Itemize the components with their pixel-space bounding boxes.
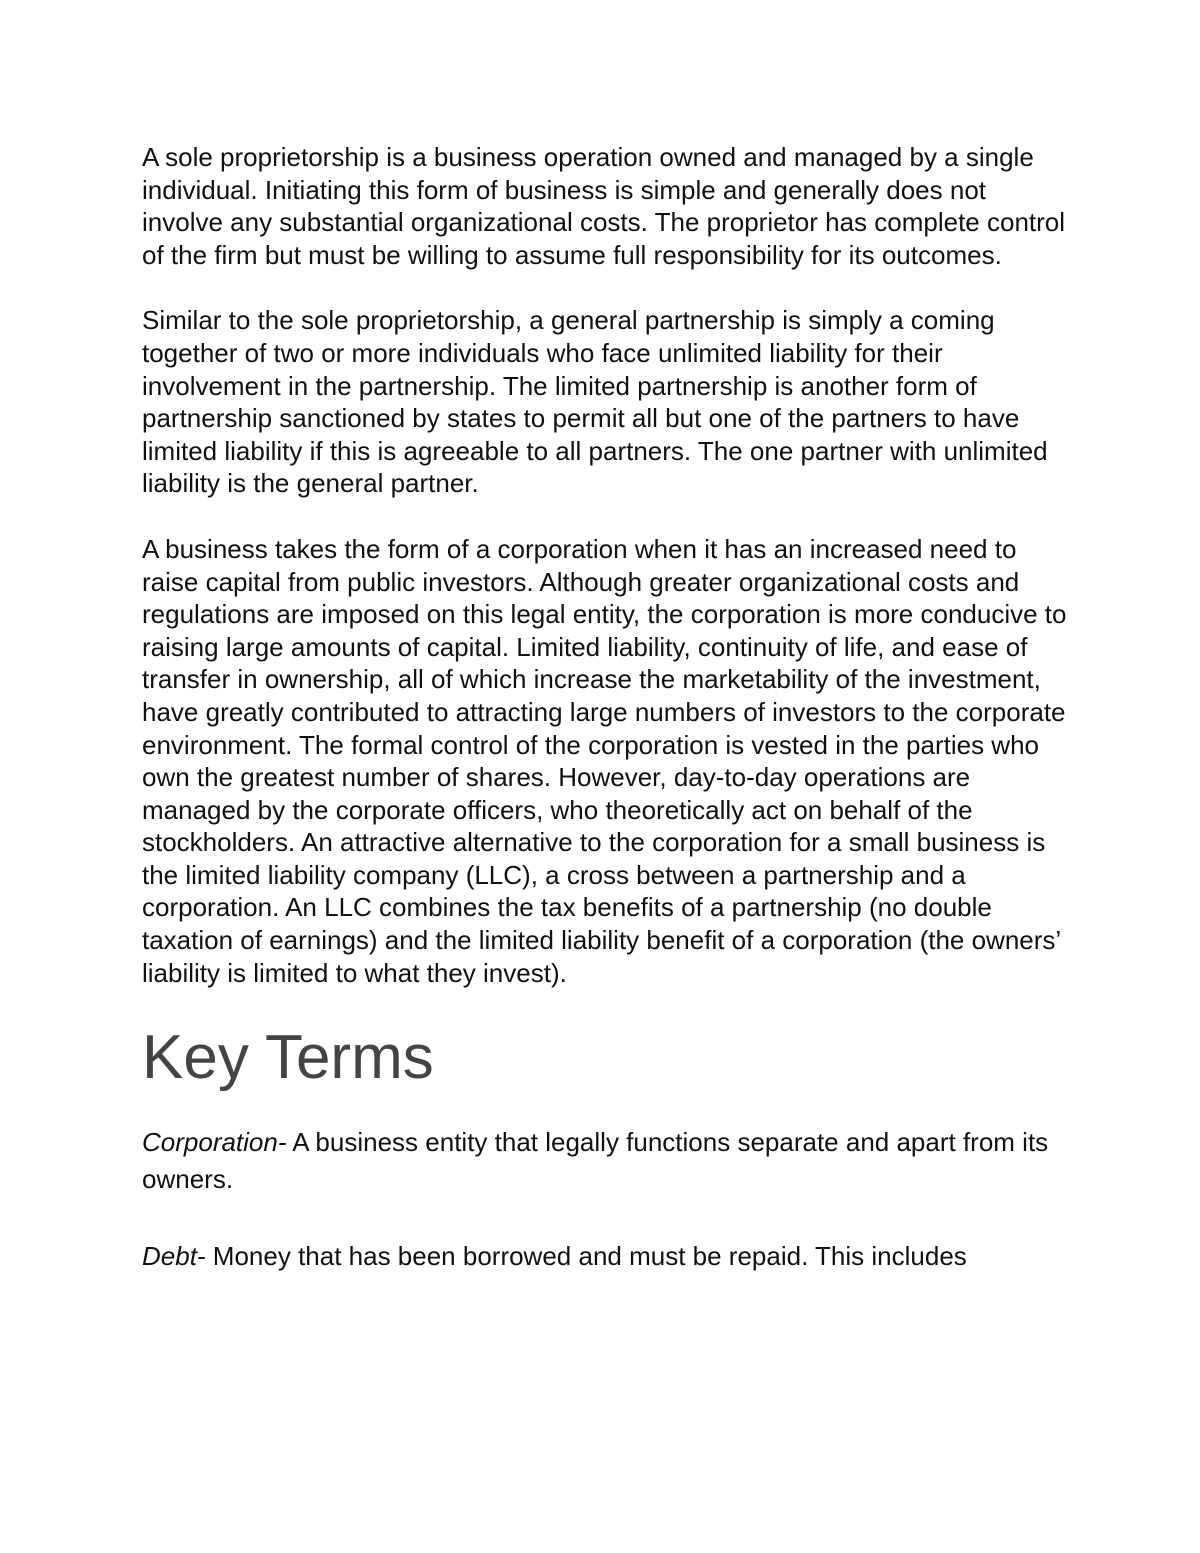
key-terms-heading: Key Terms bbox=[142, 1023, 434, 1093]
term-name: Corporation- bbox=[142, 1127, 287, 1158]
term-name: Debt- bbox=[142, 1241, 206, 1272]
term-corporation bbox=[142, 1124, 1067, 1198]
term-definition: Money that has been borrowed and must be repaid. This includes bbox=[205, 1241, 967, 1272]
paragraph-sole-proprietorship: A sole proprietorship is a business operation owned and managed by a single individual. Initiating this form of business is simple and generally does not involve any substantial organizational costs. The proprietor has complete control of the firm but must be willing to assume full responsibility for its outcomes. bbox=[142, 142, 1066, 270]
term-definition: A business entity that legally functions separate and apart from its owners. bbox=[142, 1127, 1049, 1195]
term-debt bbox=[142, 1238, 1067, 1275]
paragraph-partnership: Similar to the sole proprietorship, a general partnership is simply a coming together of two or more individuals who face unlimited liability for their involvement in the partnership. The limited partnership is another form of partnership sanctioned by states to permit all but one of the partners to have limited liability if this is agreeable to all partners. The one partner with unlimited liability is the general partner. bbox=[142, 305, 1048, 499]
paragraph-corporation: A business takes the form of a corporation when it has an increased need to raise capital from public investors. Although greater organizational costs and regulations are imposed on this legal entity, the corporation is more conducive to raising large amounts of capital. Limited liability, continuity of life, and ease of transfer in ownership, all of which increase the marketability of the investment, have greatly contributed to attracting large numbers of investors to the corporate environment. The formal control of the corporation is vested in the parties who own the greatest number of shares. However, day-to-day operations are managed by the corporate officers, who theoretically act on behalf of the stockholders. An attractive alternative to the corporation for a small business is the limited liability company (LLC), a cross between a partnership and a corporation. An LLC combines the tax benefits of a partnership (no double taxation of earnings) and the limited liability benefit of a corporation (the owners’ liability is limited to what they invest). bbox=[142, 533, 1067, 988]
document-body bbox=[142, 141, 1067, 1315]
